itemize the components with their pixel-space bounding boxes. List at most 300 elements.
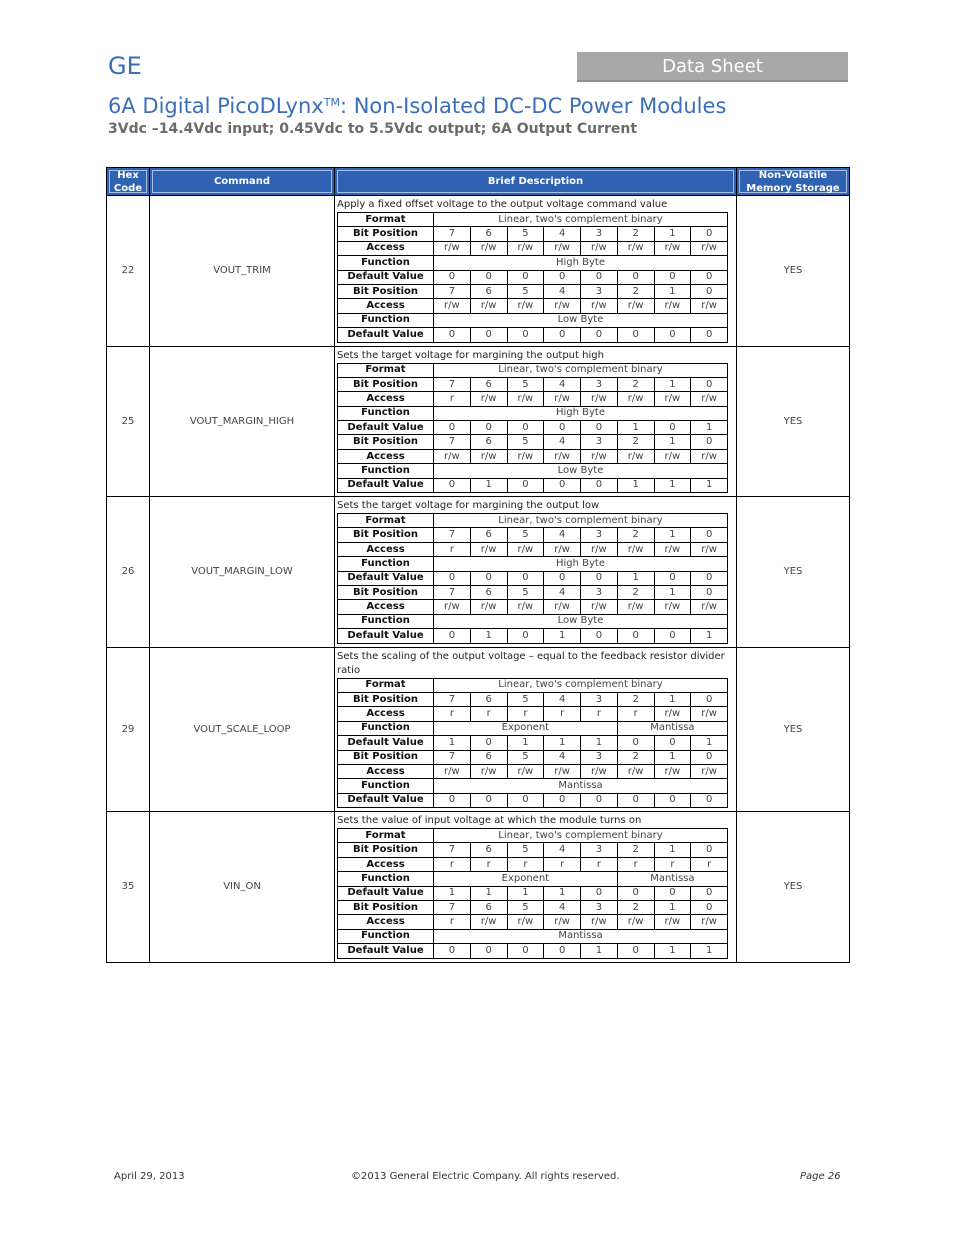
register-bit-cell: 0: [654, 736, 691, 750]
hex-code-cell: 25: [107, 346, 150, 497]
header-description: Brief Description: [335, 168, 737, 196]
register-bit-cell: 5: [507, 284, 544, 298]
register-field-label: Default Value: [338, 793, 434, 807]
register-bit-cell: 1: [434, 736, 471, 750]
header-nonvolatile: [737, 168, 850, 196]
register-field-value: Mantissa: [434, 929, 728, 943]
register-bit-cell: r/w: [507, 241, 544, 255]
register-bit-cell: r/w: [434, 600, 471, 614]
register-bit-cell: 7: [434, 585, 471, 599]
register-bit-cell: 0: [691, 843, 728, 857]
register-field-value: Exponent: [434, 721, 618, 735]
register-bit-cell: 3: [581, 585, 618, 599]
register-bit-cell: 0: [617, 793, 654, 807]
register-bit-cell: 0: [691, 270, 728, 284]
register-bit-cell: 0: [617, 944, 654, 958]
footer-page-number: Page 26: [800, 1171, 841, 1182]
register-bit-cell: r/w: [617, 392, 654, 406]
register-row: [338, 629, 728, 643]
description-text: Sets the target voltage for margining the output low: [337, 500, 600, 512]
register-bit-cell: 3: [581, 692, 618, 706]
register-bit-cell: r/w: [507, 449, 544, 463]
register-field-label: Function: [338, 872, 434, 886]
register-field-label: Function: [338, 464, 434, 478]
register-bit-cell: 0: [617, 886, 654, 900]
table-row: [107, 812, 850, 963]
register-bit-cell: r: [691, 857, 728, 871]
register-field-label: Access: [338, 857, 434, 871]
nonvolatile-cell: YES: [737, 812, 850, 963]
register-bit-cell: 0: [691, 886, 728, 900]
table-row: [107, 647, 850, 812]
register-row: [338, 328, 728, 342]
register-field-label: Access: [338, 299, 434, 313]
register-bit-cell: r/w: [654, 241, 691, 255]
register-bit-cell: r/w: [544, 600, 581, 614]
register-bit-cell: 6: [470, 901, 507, 915]
register-bit-cell: r: [470, 707, 507, 721]
header-hex-code: [107, 168, 150, 196]
register-bit-cell: 1: [507, 736, 544, 750]
register-bit-cell: r/w: [581, 241, 618, 255]
register-field-label: Access: [338, 600, 434, 614]
register-bit-cell: r/w: [470, 542, 507, 556]
register-bit-cell: r/w: [617, 299, 654, 313]
register-field-value: High Byte: [434, 256, 728, 270]
register-bit-cell: 0: [544, 944, 581, 958]
register-bit-cell: 7: [434, 284, 471, 298]
register-bit-cell: 1: [691, 629, 728, 643]
register-bit-cell: r: [617, 707, 654, 721]
register-bit-cell: 1: [544, 629, 581, 643]
register-bit-cell: 1: [434, 886, 471, 900]
register-field-label: Function: [338, 313, 434, 327]
register-bit-cell: 7: [434, 901, 471, 915]
register-bit-cell: 0: [691, 901, 728, 915]
register-bit-cell: r/w: [654, 392, 691, 406]
register-bit-cell: 0: [507, 629, 544, 643]
register-bit-cell: 1: [470, 478, 507, 492]
description-cell: [335, 647, 737, 812]
register-bit-cell: 4: [544, 585, 581, 599]
register-bit-cell: 4: [544, 901, 581, 915]
register-bit-cell: 1: [544, 736, 581, 750]
register-bit-cell: r/w: [654, 707, 691, 721]
register-bit-cell: 1: [654, 901, 691, 915]
register-row: [338, 392, 728, 406]
register-bit-cell: r/w: [617, 915, 654, 929]
description-text: Sets the scaling of the output voltage – equal to the feedback resistor divider ratio: [337, 650, 725, 676]
register-bit-cell: 3: [581, 435, 618, 449]
register-bit-cell: r/w: [544, 392, 581, 406]
register-bit-cell: 0: [434, 421, 471, 435]
description-cell: [335, 812, 737, 963]
register-bit-cell: 0: [654, 886, 691, 900]
footer-copyright: ©2013 General Electric Company. All rights reserved.: [351, 1171, 620, 1182]
command-name-cell: VOUT_MARGIN_HIGH: [150, 346, 335, 497]
register-bit-cell: 2: [617, 750, 654, 764]
command-name-cell: VOUT_TRIM: [150, 196, 335, 347]
register-bit-cell: 0: [654, 270, 691, 284]
register-bit-cell: r/w: [691, 449, 728, 463]
register-bit-cell: r/w: [581, 299, 618, 313]
register-bit-cell: r: [434, 392, 471, 406]
register-bit-cell: r/w: [581, 542, 618, 556]
register-row: [338, 614, 728, 628]
register-bit-cell: 1: [691, 421, 728, 435]
register-bit-cell: 0: [434, 629, 471, 643]
register-bit-cell: r/w: [507, 542, 544, 556]
description-cell: [335, 346, 737, 497]
register-field-value: Linear, two's complement binary: [434, 678, 728, 692]
hex-code-cell: 22: [107, 196, 150, 347]
register-bit-cell: 1: [617, 571, 654, 585]
register-field-label: Default Value: [338, 421, 434, 435]
register-bit-cell: r/w: [507, 764, 544, 778]
register-bit-cell: 0: [544, 328, 581, 342]
register-bit-cell: r/w: [470, 449, 507, 463]
register-field-label: Bit Position: [338, 750, 434, 764]
register-bit-cell: r: [434, 542, 471, 556]
register-row: [338, 241, 728, 255]
register-bit-cell: 7: [434, 227, 471, 241]
register-row: [338, 406, 728, 420]
title-rest: : Non-Isolated DC-DC Power Modules: [339, 94, 727, 118]
register-bit-cell: r/w: [434, 449, 471, 463]
register-bit-cell: r/w: [544, 915, 581, 929]
register-bit-cell: 0: [617, 270, 654, 284]
register-bit-cell: r/w: [544, 449, 581, 463]
register-bit-cell: r/w: [654, 600, 691, 614]
register-bit-cell: 0: [691, 284, 728, 298]
register-bit-cell: r/w: [617, 241, 654, 255]
register-row: [338, 478, 728, 492]
register-bit-cell: 0: [654, 571, 691, 585]
register-bit-cell: 0: [617, 736, 654, 750]
register-bit-cell: 1: [654, 944, 691, 958]
register-bit-cell: 6: [470, 528, 507, 542]
header-nv-line2: Memory Storage: [746, 182, 840, 194]
register-bit-cell: r/w: [507, 392, 544, 406]
footer-date: April 29, 2013: [114, 1171, 185, 1182]
register-bit-cell: r/w: [691, 707, 728, 721]
register-row: [338, 929, 728, 943]
header-command: Command: [150, 168, 335, 196]
register-bit-cell: 1: [654, 435, 691, 449]
register-row: [338, 421, 728, 435]
register-bit-cell: 2: [617, 901, 654, 915]
register-field-label: Bit Position: [338, 692, 434, 706]
ge-logo: GE: [108, 52, 142, 80]
register-bit-cell: 4: [544, 528, 581, 542]
register-bit-cell: r/w: [434, 764, 471, 778]
register-field-value: Linear, two's complement binary: [434, 829, 728, 843]
hex-code-cell: 29: [107, 647, 150, 812]
register-row: [338, 600, 728, 614]
register-bit-cell: r/w: [654, 449, 691, 463]
trademark-mark: TM: [323, 96, 340, 109]
nonvolatile-cell: YES: [737, 196, 850, 347]
register-field-value: Low Byte: [434, 313, 728, 327]
register-bit-cell: r/w: [581, 915, 618, 929]
register-field-value: Linear, two's complement binary: [434, 514, 728, 528]
register-row: [338, 464, 728, 478]
register-row: [338, 857, 728, 871]
command-table: [106, 167, 850, 963]
register-bit-cell: r: [581, 707, 618, 721]
register-bit-cell: r/w: [507, 600, 544, 614]
register-bit-cell: 6: [470, 750, 507, 764]
register-bit-cell: r/w: [691, 299, 728, 313]
register-row: [338, 707, 728, 721]
register-field-label: Format: [338, 678, 434, 692]
register-bit-cell: 1: [654, 692, 691, 706]
header-hex-line2: Code: [113, 182, 143, 194]
register-bit-cell: 0: [470, 793, 507, 807]
description-text: Apply a fixed offset voltage to the output voltage command value: [337, 199, 668, 210]
register-field-label: Function: [338, 779, 434, 793]
register-bit-cell: 3: [581, 227, 618, 241]
register-bit-cell: 4: [544, 227, 581, 241]
register-row: [338, 377, 728, 391]
register-bit-cell: r/w: [434, 241, 471, 255]
register-row: [338, 779, 728, 793]
register-row: [338, 256, 728, 270]
register-field-label: Default Value: [338, 886, 434, 900]
register-bit-cell: r: [581, 857, 618, 871]
register-row: [338, 764, 728, 778]
register-bit-cell: r/w: [507, 915, 544, 929]
register-bit-cell: 7: [434, 843, 471, 857]
register-bit-cell: r/w: [617, 764, 654, 778]
register-bit-cell: r/w: [581, 392, 618, 406]
hex-code-cell: 35: [107, 812, 150, 963]
register-bit-cell: r: [544, 707, 581, 721]
register-field-label: Function: [338, 929, 434, 943]
register-bit-cell: r: [617, 857, 654, 871]
register-field-label: Access: [338, 542, 434, 556]
register-bit-cell: 0: [581, 270, 618, 284]
register-bit-cell: 2: [617, 377, 654, 391]
register-bit-cell: 1: [581, 944, 618, 958]
register-bit-cell: 0: [544, 478, 581, 492]
register-row: [338, 886, 728, 900]
register-field-label: Default Value: [338, 328, 434, 342]
register-bit-cell: 0: [691, 377, 728, 391]
register-bit-cell: 0: [434, 571, 471, 585]
register-bit-cell: r/w: [470, 241, 507, 255]
register-bit-cell: r: [434, 857, 471, 871]
register-bit-cell: r/w: [691, 764, 728, 778]
register-row: [338, 528, 728, 542]
register-row: [338, 721, 728, 735]
register-bit-cell: 0: [581, 328, 618, 342]
register-bit-cell: 0: [691, 750, 728, 764]
register-bit-cell: 4: [544, 692, 581, 706]
register-bit-cell: 0: [581, 478, 618, 492]
register-bit-cell: 0: [507, 793, 544, 807]
page-title: [108, 94, 726, 118]
register-bit-cell: r/w: [507, 299, 544, 313]
register-field-label: Default Value: [338, 571, 434, 585]
register-bit-cell: r/w: [654, 542, 691, 556]
register-bit-cell: 1: [654, 478, 691, 492]
register-bit-cell: r/w: [470, 915, 507, 929]
register-bit-cell: 1: [581, 736, 618, 750]
register-bit-cell: 0: [544, 421, 581, 435]
register-bit-cell: 0: [691, 328, 728, 342]
register-bit-cell: 4: [544, 435, 581, 449]
register-bit-cell: r/w: [581, 600, 618, 614]
register-field-value: Exponent: [434, 872, 618, 886]
register-row: [338, 692, 728, 706]
register-field-value: Mantissa: [617, 872, 727, 886]
register-bit-cell: 0: [581, 886, 618, 900]
register-bit-cell: 5: [507, 528, 544, 542]
register-field-value: Linear, two's complement binary: [434, 363, 728, 377]
register-bit-cell: r: [654, 857, 691, 871]
register-row: [338, 678, 728, 692]
register-bit-cell: 3: [581, 284, 618, 298]
nonvolatile-cell: YES: [737, 497, 850, 648]
register-field-value: High Byte: [434, 406, 728, 420]
register-map-table: [337, 363, 728, 494]
register-row: [338, 284, 728, 298]
register-bit-cell: 2: [617, 227, 654, 241]
register-bit-cell: 6: [470, 377, 507, 391]
register-row: [338, 270, 728, 284]
register-bit-cell: 5: [507, 843, 544, 857]
register-map-table: [337, 828, 728, 959]
register-bit-cell: 7: [434, 692, 471, 706]
register-bit-cell: 0: [691, 435, 728, 449]
register-field-label: Default Value: [338, 478, 434, 492]
register-bit-cell: r: [434, 707, 471, 721]
register-row: [338, 435, 728, 449]
register-bit-cell: 6: [470, 227, 507, 241]
table-row: [107, 346, 850, 497]
register-bit-cell: 3: [581, 750, 618, 764]
register-bit-cell: 5: [507, 692, 544, 706]
hex-code-cell: 26: [107, 497, 150, 648]
register-bit-cell: 0: [507, 478, 544, 492]
register-bit-cell: 1: [654, 377, 691, 391]
register-bit-cell: 0: [691, 793, 728, 807]
register-bit-cell: r/w: [691, 915, 728, 929]
register-bit-cell: r: [544, 857, 581, 871]
register-bit-cell: 1: [617, 478, 654, 492]
register-bit-cell: 0: [434, 944, 471, 958]
command-name-cell: VOUT_MARGIN_LOW: [150, 497, 335, 648]
register-row: [338, 585, 728, 599]
header-nv-line1: Non-Volatile: [758, 169, 828, 181]
register-bit-cell: r/w: [691, 542, 728, 556]
register-bit-cell: 2: [617, 843, 654, 857]
register-field-value: Low Byte: [434, 464, 728, 478]
register-row: [338, 542, 728, 556]
register-bit-cell: 1: [654, 528, 691, 542]
register-bit-cell: 5: [507, 227, 544, 241]
nonvolatile-cell: YES: [737, 647, 850, 812]
title-product: 6A Digital PicoDLynx: [108, 94, 324, 118]
register-bit-cell: 0: [507, 571, 544, 585]
register-bit-cell: 7: [434, 377, 471, 391]
register-row: [338, 299, 728, 313]
register-bit-cell: 5: [507, 435, 544, 449]
register-row: [338, 944, 728, 958]
register-row: [338, 843, 728, 857]
register-bit-cell: 0: [617, 629, 654, 643]
register-row: [338, 514, 728, 528]
register-bit-cell: r: [507, 857, 544, 871]
nonvolatile-cell: YES: [737, 346, 850, 497]
register-bit-cell: 4: [544, 284, 581, 298]
register-field-label: Access: [338, 392, 434, 406]
register-bit-cell: 7: [434, 750, 471, 764]
register-row: [338, 557, 728, 571]
register-bit-cell: r/w: [654, 764, 691, 778]
register-row: [338, 736, 728, 750]
register-field-value: Linear, two's complement binary: [434, 213, 728, 227]
register-bit-cell: 3: [581, 843, 618, 857]
register-bit-cell: 2: [617, 585, 654, 599]
register-field-label: Bit Position: [338, 585, 434, 599]
register-bit-cell: 1: [691, 736, 728, 750]
register-bit-cell: 1: [507, 886, 544, 900]
register-bit-cell: r/w: [654, 915, 691, 929]
register-row: [338, 829, 728, 843]
register-field-label: Bit Position: [338, 435, 434, 449]
register-bit-cell: 6: [470, 284, 507, 298]
register-field-label: Default Value: [338, 736, 434, 750]
register-bit-cell: 0: [470, 944, 507, 958]
register-bit-cell: 0: [507, 328, 544, 342]
register-field-label: Bit Position: [338, 843, 434, 857]
register-field-label: Access: [338, 241, 434, 255]
table-row: [107, 196, 850, 347]
register-bit-cell: 1: [654, 227, 691, 241]
register-bit-cell: 0: [581, 421, 618, 435]
register-bit-cell: 0: [581, 793, 618, 807]
register-bit-cell: 6: [470, 692, 507, 706]
table-header-row: [107, 168, 850, 196]
register-field-label: Format: [338, 514, 434, 528]
register-bit-cell: 1: [654, 750, 691, 764]
register-bit-cell: 1: [654, 843, 691, 857]
register-bit-cell: 5: [507, 585, 544, 599]
register-bit-cell: 0: [691, 692, 728, 706]
register-bit-cell: 0: [617, 328, 654, 342]
register-bit-cell: 0: [470, 571, 507, 585]
header-hex-line1: Hex: [117, 169, 139, 181]
register-bit-cell: 7: [434, 435, 471, 449]
register-bit-cell: 1: [544, 886, 581, 900]
register-bit-cell: r/w: [581, 764, 618, 778]
register-bit-cell: r/w: [470, 299, 507, 313]
register-field-label: Access: [338, 915, 434, 929]
register-row: [338, 213, 728, 227]
register-field-label: Function: [338, 614, 434, 628]
register-row: [338, 227, 728, 241]
register-bit-cell: 7: [434, 528, 471, 542]
register-bit-cell: 0: [434, 478, 471, 492]
description-text: Sets the target voltage for margining the output high: [337, 349, 604, 361]
register-bit-cell: 2: [617, 284, 654, 298]
register-bit-cell: r/w: [544, 299, 581, 313]
register-bit-cell: 5: [507, 377, 544, 391]
register-field-label: Default Value: [338, 944, 434, 958]
register-field-label: Access: [338, 449, 434, 463]
